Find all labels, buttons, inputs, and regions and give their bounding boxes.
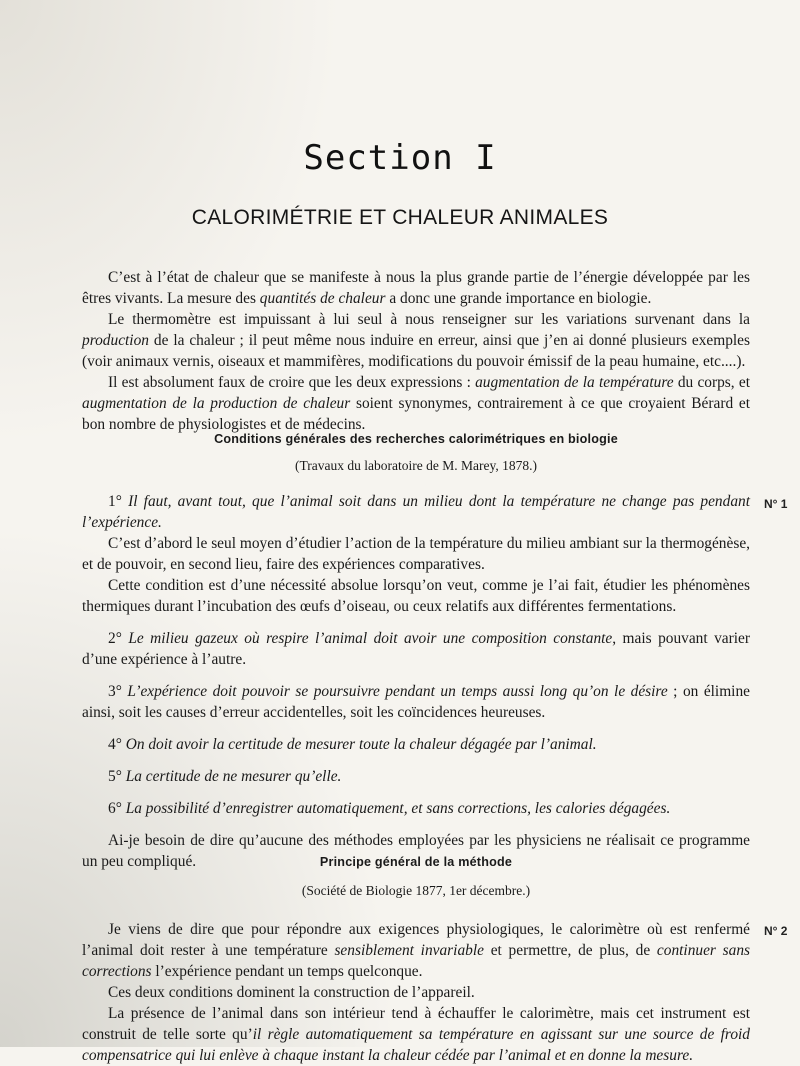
text-run: C’est à l’état de chaleur que se manifeste à nous la plus grande partie de l’énergie développée par les êtres vivants. La mesure des — [82, 269, 750, 307]
italic-run: il règle automatiquement sa température en agissant sur une source de froid compensatrice qui lui enlève à chaque instant la chaleur cédée par l’animal et en donne la mesure. — [82, 1026, 750, 1064]
text-run: 4° — [108, 736, 126, 753]
conditions-block — [82, 491, 750, 872]
italic-run: La certitude de ne mesurer qu’elle. — [125, 768, 342, 785]
margin-note-2: N° 2 — [764, 924, 788, 938]
section-heading: Section I — [303, 138, 497, 178]
text-run: Je viens de dire que pour répondre aux exigences physiologiques, le calorimètre où est renfermé l’animal doit rester à une température — [82, 921, 750, 959]
italic-run: L’expérience doit pouvoir se poursuivre pendant un temps aussi long qu’on le désire — [127, 683, 668, 700]
condition-paragraph — [82, 575, 750, 617]
text-run: 1° — [108, 493, 129, 510]
margin-note-1: N° 1 — [764, 497, 788, 511]
condition-item — [82, 681, 750, 723]
text-run: Ai-je besoin de dire qu’aucune des méthodes employées par les physiciens ne réalisait ce programme un peu compliqué. — [82, 832, 750, 870]
condition-item — [82, 628, 750, 670]
text-run: ; on élimine ainsi, soit les causes d’erreur accidentelles, soit les coïncidences heureuses. — [82, 683, 750, 721]
italic-run: quantités de chaleur — [259, 290, 386, 307]
condition-item — [82, 491, 750, 533]
condition-paragraph — [82, 533, 750, 575]
text-run: 2° — [108, 630, 129, 647]
text-run: La présence de l’animal dans son intérieur tend à échauffer le calorimètre, mais cet instrument est construit de telle sorte qu’ — [82, 1005, 750, 1043]
intro-paragraph — [82, 267, 750, 309]
chapter-title: CALORIMÉTRIE ET CHALEUR ANIMALES — [191, 206, 609, 229]
text-run: de la chaleur ; il peut même nous induire en erreur, ainsi que j’en ai donné plusieurs exemples (voir animaux vernis, oiseaux et mammifères, modifications du pouvoir émissif de la peau humaine, etc....). — [82, 332, 750, 370]
text-run: Le thermomètre est impuissant à lui seul à nous renseigner sur les variations survenant dans la — [108, 311, 750, 328]
text-run: 6° — [108, 800, 126, 817]
text-run: , mais pouvant varier d’une expérience à l’autre. — [82, 630, 750, 668]
conditions-source: (Travaux du laboratoire de M. Marey, 1878.) — [295, 458, 537, 473]
principe-paragraph — [82, 982, 750, 1003]
italic-run: augmentation de la température — [475, 374, 674, 391]
principe-heading: Principe général de la méthode — [319, 855, 513, 869]
conditions-heading: Conditions générales des recherches calorimétriques en biologie — [214, 432, 618, 446]
text-run: Ces deux conditions dominent la construction de l’appareil. — [108, 984, 475, 1001]
intro-paragraph — [82, 309, 750, 372]
italic-run: Le milieu gazeux où respire l’animal doit avoir une composition constante — [128, 630, 613, 647]
italic-run: Il faut, avant tout, que l’animal soit dans un milieu dont la température ne change pas pendant l’expérience. — [82, 493, 750, 531]
intro-block — [82, 267, 750, 435]
text-run: du corps, et — [673, 374, 750, 391]
italic-run: augmentation de la production de chaleur — [82, 395, 351, 412]
text-run: a donc une grande importance en biologie. — [385, 290, 652, 307]
text-run: l’expérience pendant un temps quelconque. — [151, 963, 423, 980]
condition-item — [82, 766, 750, 787]
italic-run: production — [82, 332, 149, 349]
principe-block — [82, 919, 750, 1066]
principe-paragraph — [82, 919, 750, 982]
text-run: soient synonymes, contrairement à ce que croyaient Bérard et bon nombre de physiologistes et de médecins. — [82, 395, 750, 433]
principe-paragraph — [82, 1003, 750, 1066]
text-run: et permettre, de plus, de — [483, 942, 657, 959]
condition-item — [82, 798, 750, 819]
text-run: 3° — [108, 683, 128, 700]
intro-paragraph — [82, 372, 750, 435]
text-run: Il est absolument faux de croire que les deux expressions : — [108, 374, 476, 391]
text-run: Cette condition est d’une nécessité absolue lorsqu’on veut, comme je l’ai fait, étudier les phénomènes thermiques durant l’incubation des œufs d’oiseau, ou ceux relatifs aux différentes fermentations. — [82, 577, 750, 615]
condition-item — [82, 734, 750, 755]
text-run: 5° — [108, 768, 126, 785]
italic-run: On doit avoir la certitude de mesurer toute la chaleur dégagée par l’animal. — [125, 736, 597, 753]
italic-run: continuer sans corrections — [82, 942, 751, 980]
italic-run: sensiblement invariable — [334, 942, 484, 959]
text-run: C’est d’abord le seul moyen d’étudier l’action de la température du milieu ambiant sur la thermogénèse, et de pouvoir, en second lieu, faire des expériences comparatives. — [82, 535, 750, 573]
principe-source: (Société de Biologie 1877, 1er décembre.) — [301, 883, 531, 898]
italic-run: La possibilité d’enregistrer automatiquement, et sans corrections, les calories dégagées. — [125, 800, 671, 817]
